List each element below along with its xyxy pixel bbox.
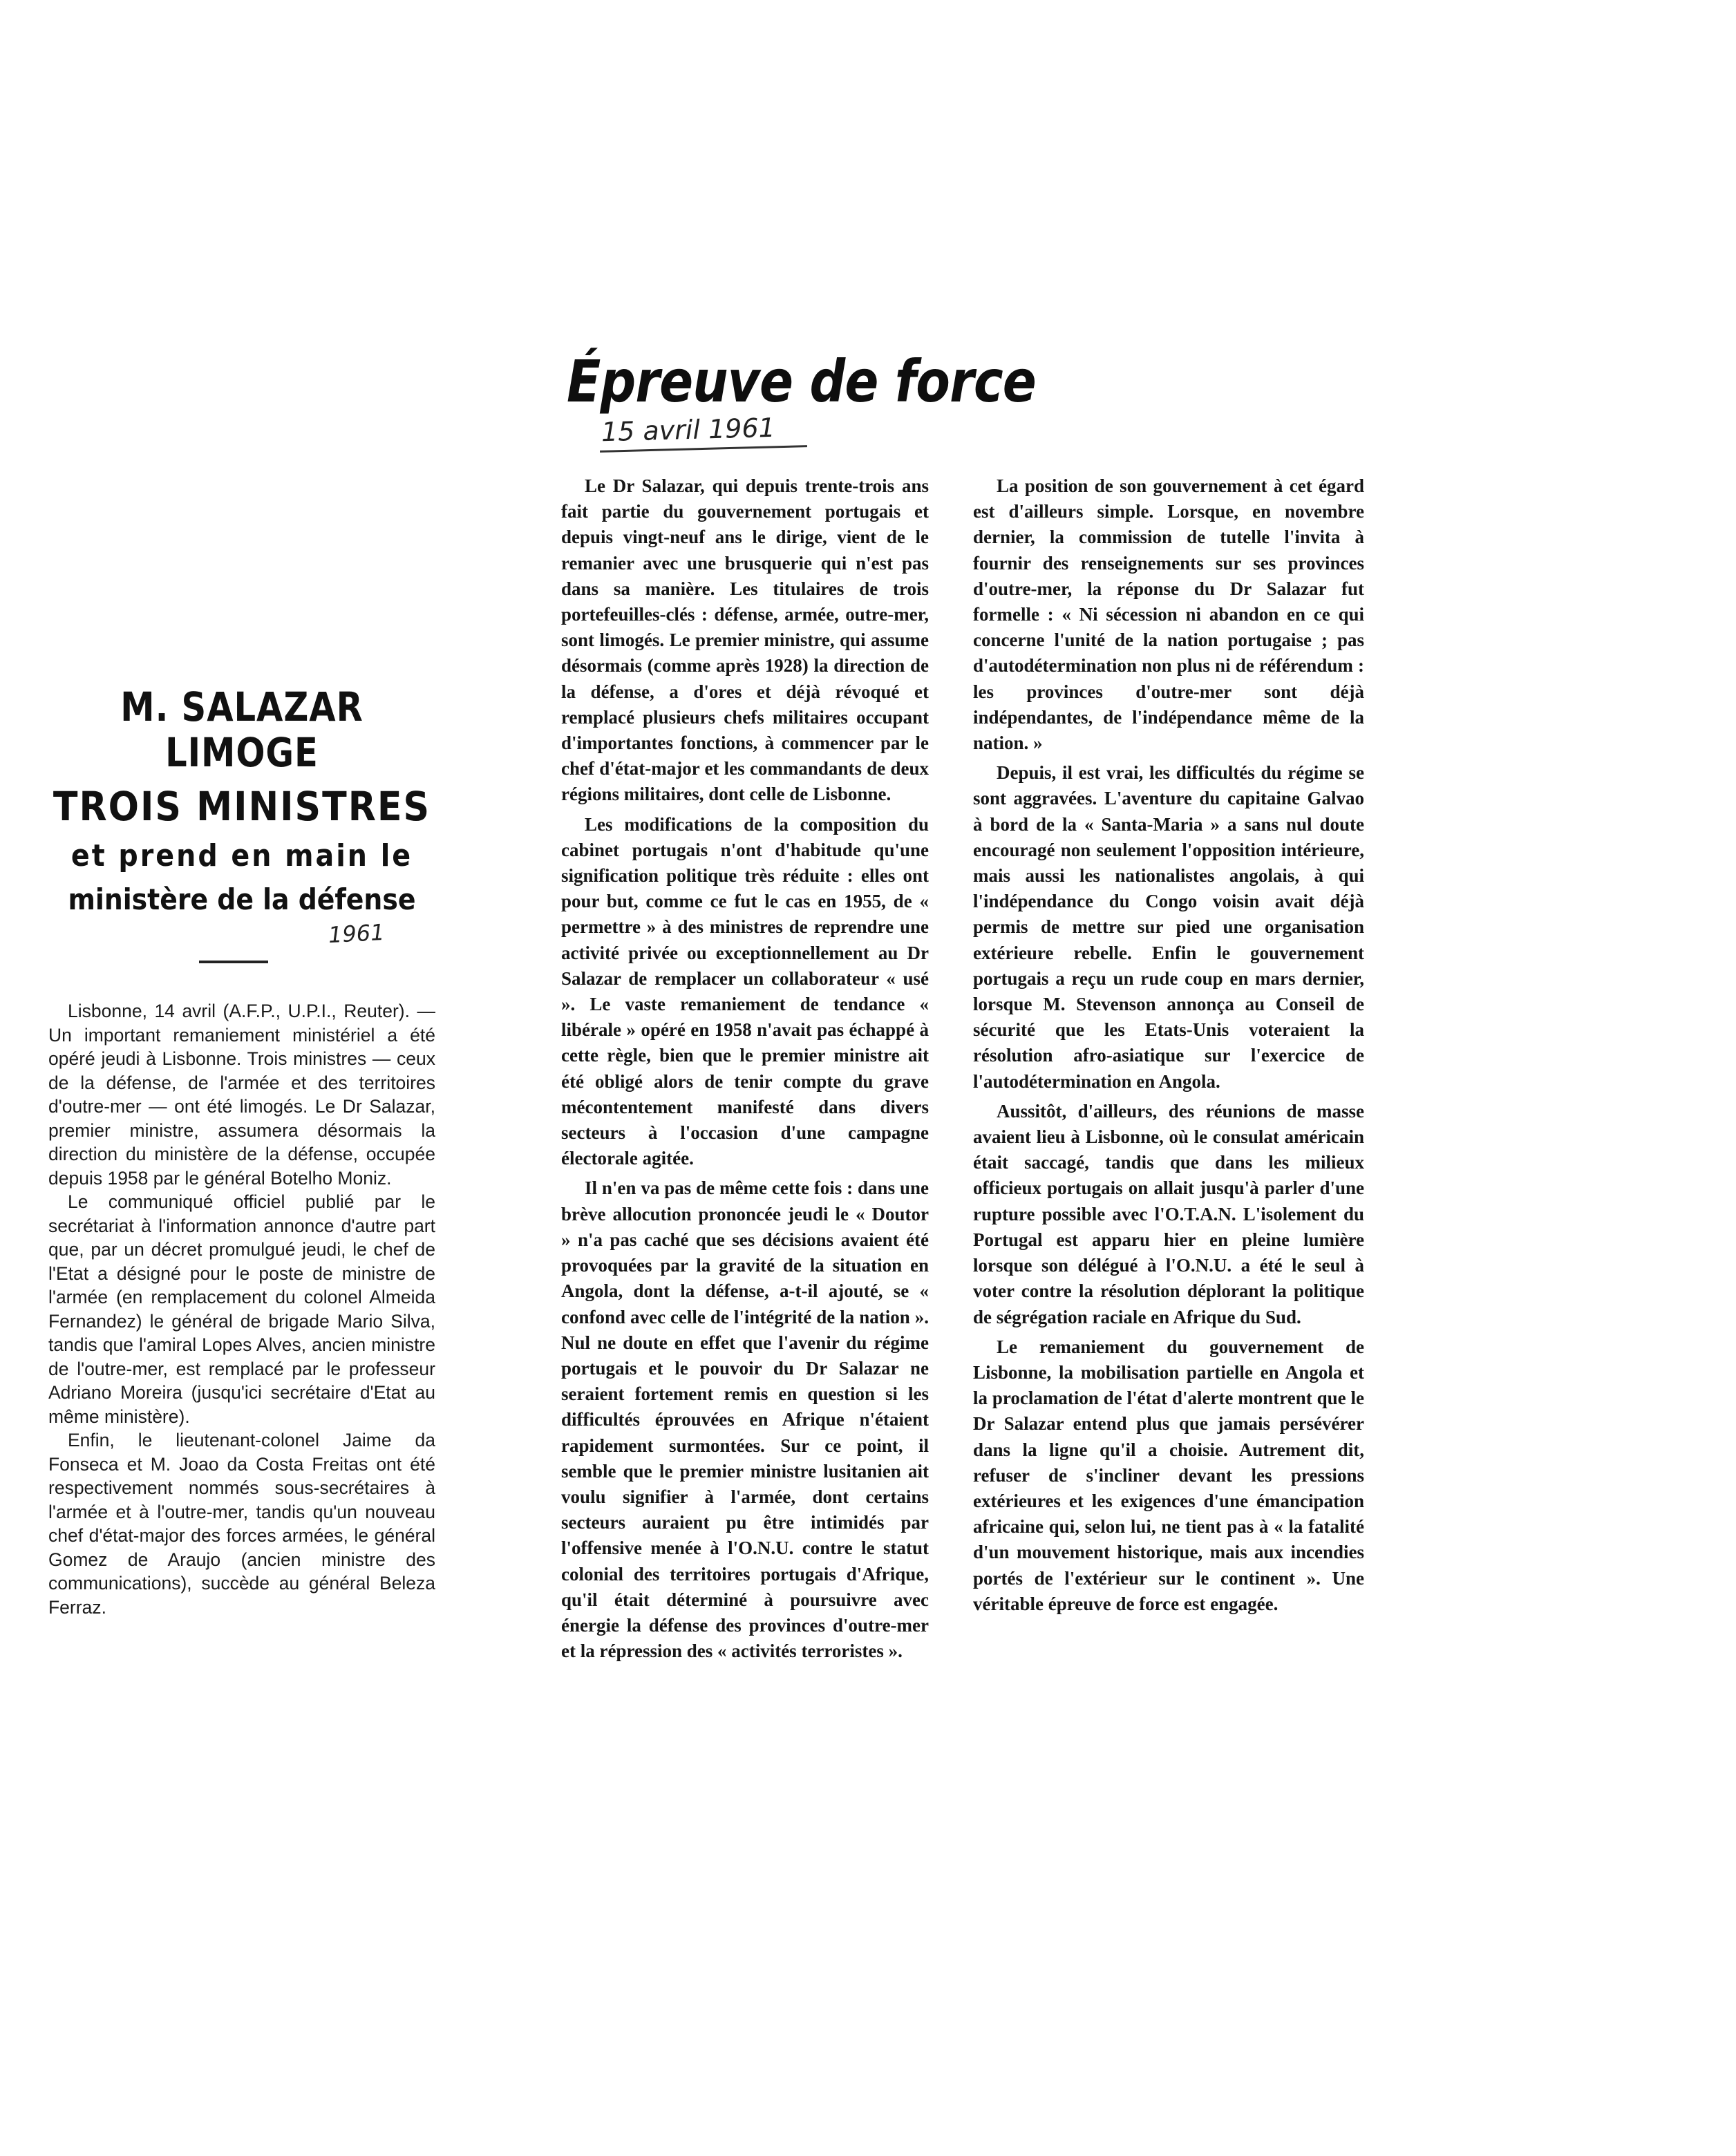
left-paragraph: Lisbonne, 14 avril (A.F.P., U.P.I., Reuter). — Un important remaniement ministériel a été opéré jeudi à Lisbonne. Trois ministres — ceux de la défense, de l'armée et des territoires d'outre-mer — ont été limogés. Le Dr Salazar, premier ministre, assumera désormais la direction du ministère de la défense, occupée depuis 1958 par le général Botelho Moniz.	[48, 1001, 435, 1189]
separator-rule	[199, 961, 268, 963]
column-2-paragraph: Aussitôt, d'ailleurs, des réunions de masse avaient lieu à Lisbonne, où le consulat américain était saccagé, tandis que dans les milieux officieux portugais on allait jusqu'à parler d'une rupture possible avec l'O.T.A.N. L'isolement du Portugal est apparu hier en pleine lumière lorsque son délégué à l'O.N.U. a été le seul à voter contre la résolution déplorant la politique de ségrégation raciale en Afrique du Sud.	[973, 1100, 1364, 1327]
left-paragraph: Enfin, le lieutenant-colonel Jaime da Fonseca et M. Joao da Costa Freitas ont été respectivement nommés sous-secrétaires à l'armée et à l'outre-mer, tandis qu'un nouveau chef d'état-major des forces armées, le général Gomez de Araujo (ancien ministre des communications), succède au général Beleza Ferraz.	[48, 1430, 435, 1618]
main-article-column-2	[973, 473, 1364, 1617]
left-article-body	[48, 999, 435, 1619]
column-2-paragraph: La position de son gouvernement à cet égard est d'ailleurs simple. Lorsque, en novembre dernier, la commission de tutelle l'invita à fournir des renseignements sur ses provinces d'outre-mer, la réponse du Dr Salazar fut formelle : « Ni sécession ni abandon en ce qui concerne l'unité de la nation portugaise ; pas d'autodétermination non plus ni de référendum : les provinces d'outre-mer sont déjà indépendantes, de l'indépendance même de la nation. »	[973, 475, 1364, 754]
left-paragraph: Le communiqué officiel publié par le secrétariat à l'information annonce d'autre part que, par un décret promulgué jeudi, le chef de l'Etat a désigné pour le poste de ministre de l'armée (en remplacement du colonel Almeida Fernandez) le général de brigade Mario Silva, tandis que l'amiral Lopes Alves, ancien ministre de l'outre-mer, est remplacé par le professeur Adriano Moreira (jusqu'ici secrétaire d'Etat au même ministère).	[48, 1191, 435, 1427]
left-headline-line-2: TROIS MINISTRES	[53, 783, 431, 830]
column-1-paragraph: Il n'en va pas de même cette fois : dans une brève allocution prononcée jeudi le « Doutor » n'a pas caché que ses décisions avaient été provoquées par la gravité de la situation en Angola, dont la défense, a-t-il ajouté, se « confond avec celle de l'intégrité de la nation ». Nul ne doute en effet que l'avenir du régime portugais et le pouvoir du Dr Salazar ne seraient fortement remis en question si les difficultés éprouvées en Afrique n'étaient rapidement surmontées. Sur ce point, il semble que le premier ministre lusitanien ait voulu signifier à l'armée, dont certains secteurs auraient pu être intimidés par l'offensive menée à l'O.N.U. contre le statut colonial des territoires portugais d'Afrique, qu'il était déterminé à poursuivre avec énergie la défense des provinces d'outre-mer et la répression des « activités terroristes ».	[561, 1178, 929, 1662]
column-2-paragraph: Depuis, il est vrai, les difficultés du régime se sont aggravées. L'aventure du capitaine Galvao à bord de la « Santa-Maria » a sans nul doute encouragé non seulement l'opposition intérieure, mais aussi les nationalistes angolais, à qui l'indépendance du Congo voisin avait déjà permis de mettre sur pied une organisation extérieure rebelle. Enfin le gouvernement portugais a reçu un rude coup en mars dernier, lorsque M. Stevenson annonça au Conseil de sécurité que les Etats-Unis voteraient la résolution afro-asiatique sur l'exercice de l'autodétermination en Angola.	[973, 762, 1364, 1092]
main-article-title: Épreuve de force	[567, 348, 1036, 415]
column-2-paragraph: Le remaniement du gouvernement de Lisbonne, la mobilisation partielle en Angola et la proclamation de l'état d'alerte montrent que le Dr Salazar entend plus que jamais persévérer dans la ligne qu'il a choisie. Autrement dit, refuser de s'incliner devant les pressions extérieures et les exigences d'une émancipation africaine qui, selon lui, ne tient pas à « la fatalité d'un mouvement historique, mais aux incendies portés de l'extérieur sur le continent ». Une véritable épreuve de force est engagée.	[973, 1336, 1364, 1614]
handwritten-year: 1961	[328, 918, 386, 949]
left-subheadline-line-2: ministère de la défense	[68, 882, 416, 916]
column-1-paragraph: Les modifications de la composition du cabinet portugais n'ont d'habitude qu'une signification politique très réduite : elles ont pour but, comme ce fut le cas en 1955, de « permettre » à des ministres de reprendre une activité privée ou exceptionnellement au Dr Salazar de remplacer un collaborateur « usé ». Le vaste remaniement de tendance « libérale » opéré en 1958 n'avait pas échappé à cette règle, bien que le premier ministre ait été obligé alors de tenir compte du grave mécontentement manifesté dans divers secteurs à l'occasion d'une campagne électorale agitée.	[561, 813, 929, 1169]
column-1-paragraph: Le Dr Salazar, qui depuis trente-trois ans fait partie du gouvernement portugais et depuis vingt-neuf ans le dirige, vient de le remanier avec une brusquerie qui n'est pas dans sa manière. Les titulaires de trois portefeuilles-clés : défense, armée, outre-mer, sont limogés. Le premier ministre, qui assume désormais (comme après 1928) la direction de la défense, a d'ores et déjà révoqué et remplacé plusieurs chefs militaires occupant d'importantes fonctions, à commencer par le chef d'état-major et les commandants de deux régions militaires, dont celle de Lisbonne.	[561, 475, 929, 805]
main-article-column-1	[561, 473, 929, 1664]
handwritten-date: 15 avril 1961	[601, 412, 776, 448]
left-article	[48, 684, 435, 1619]
left-subheadline-line-1: et prend en main le	[70, 838, 413, 873]
left-headline-line-1: M. SALAZAR LIMOGE	[120, 683, 364, 776]
